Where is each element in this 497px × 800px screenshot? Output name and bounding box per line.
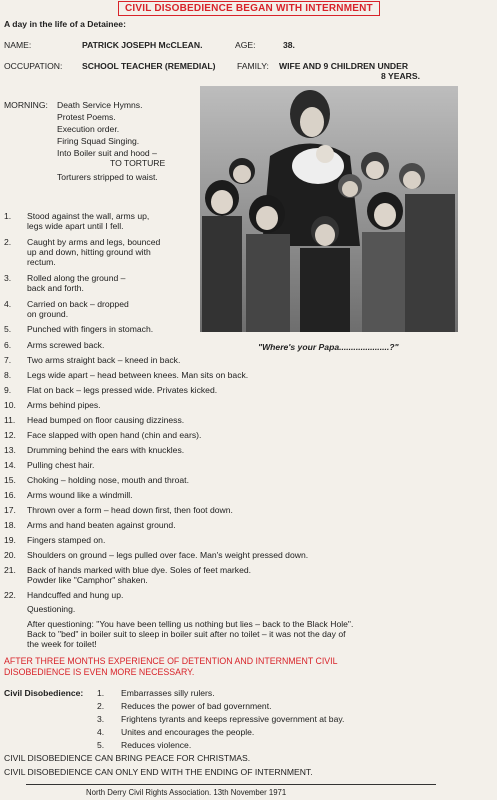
item-number: 7.	[4, 355, 12, 365]
family-label: FAMILY:	[237, 61, 269, 71]
morning-line: Execution order.	[57, 124, 120, 134]
footer-rule	[26, 784, 436, 785]
list-item: up and down, hitting ground with	[27, 247, 151, 257]
item-number: 8.	[4, 370, 12, 380]
list-item: Caught by arms and legs, bounced	[27, 237, 161, 247]
cd-number: 3.	[97, 714, 105, 724]
list-item: Carried on back – dropped	[27, 299, 129, 309]
list-item: Shoulders on ground – legs pulled over face. Man's weight pressed down.	[27, 550, 309, 560]
morning-line: Torturers stripped to waist.	[57, 172, 158, 182]
cd-number: 5.	[97, 740, 105, 750]
closing-line: CIVIL DISOBEDIENCE CAN BRING PEACE FOR CHRISTMAS.	[4, 753, 251, 763]
list-item: Rolled along the ground –	[27, 273, 126, 283]
occupation-label: OCCUPATION:	[4, 61, 63, 71]
age-value: 38.	[283, 40, 295, 50]
photo-caption: "Where's your Papa.....................?"	[258, 342, 399, 352]
header-title: CIVIL DISOBEDIENCE BEGAN WITH INTERNMENT	[118, 1, 380, 16]
list-item: Punched with fingers in stomach.	[27, 324, 154, 334]
item-number: 1.	[4, 211, 12, 221]
family-value-cont: 8 YEARS.	[381, 71, 421, 81]
list-item: Two arms straight back – kneed in back.	[27, 355, 181, 365]
item-number: 13.	[4, 445, 16, 455]
family-photograph-image	[200, 86, 458, 332]
list-item: Choking – holding nose, mouth and throat.	[27, 475, 189, 485]
closing-line: CIVIL DISOBEDIENCE CAN ONLY END WITH THE ENDING OF INTERNMENT.	[4, 767, 313, 777]
questioning-text: Questioning.	[27, 604, 76, 614]
footer-text: North Derry Civil Rights Association. 13th November 1971	[86, 788, 287, 797]
list-item: legs wide apart until I fell.	[27, 221, 124, 231]
morning-line: Protest Poems.	[57, 112, 116, 122]
item-number: 9.	[4, 385, 12, 395]
family-photograph	[200, 86, 458, 332]
red-statement: AFTER THREE MONTHS EXPERIENCE OF DETENTION AND INTERNMENT CIVIL	[4, 656, 338, 666]
cd-number: 1.	[97, 688, 105, 698]
list-item: Handcuffed and hung up.	[27, 590, 124, 600]
morning-line: Death Service Hymns.	[57, 100, 143, 110]
item-number: 18.	[4, 520, 16, 530]
list-item: Pulling chest hair.	[27, 460, 95, 470]
list-item: Legs wide apart – head between knees. Man sits on back.	[27, 370, 249, 380]
civil-disobedience-label: Civil Disobedience:	[4, 688, 84, 698]
list-item: Arms wound like a windmill.	[27, 490, 133, 500]
family-value: WIFE AND 9 CHILDREN UNDER	[279, 61, 409, 71]
list-item: back and forth.	[27, 283, 84, 293]
item-number: 2.	[4, 237, 12, 247]
list-item: Thrown over a form – head down first, then foot down.	[27, 505, 233, 515]
list-item: Head bumped on floor causing dizziness.	[27, 415, 185, 425]
subtitle: A day in the life of a Detainee:	[4, 19, 126, 29]
age-label: AGE:	[235, 40, 256, 50]
list-item: Flat on back – legs pressed wide. Privates kicked.	[27, 385, 218, 395]
item-number: 17.	[4, 505, 16, 515]
morning-line: TO TORTURE	[110, 158, 166, 168]
cd-item: Reduces the power of bad government.	[121, 701, 272, 711]
item-number: 11.	[4, 415, 16, 425]
after-questioning-text: the week for toilet!	[27, 639, 97, 649]
cd-item: Reduces violence.	[121, 740, 192, 750]
cd-item: Unites and encourages the people.	[121, 727, 255, 737]
item-number: 4.	[4, 299, 12, 309]
item-number: 3.	[4, 273, 12, 283]
red-statement-cont: DISOBEDIENCE IS EVEN MORE NECESSARY.	[4, 667, 195, 677]
item-number: 5.	[4, 324, 12, 334]
name-label: NAME:	[4, 40, 32, 50]
item-number: 21.	[4, 565, 16, 575]
list-item: Fingers stamped on.	[27, 535, 106, 545]
after-questioning-text: After questioning: "You have been telling us nothing but lies – back to the Black Hole".	[27, 619, 354, 629]
morning-line: Into Boiler suit and hood –	[57, 148, 157, 158]
list-item: Powder like "Camphor" shaken.	[27, 575, 148, 585]
list-item: Stood against the wall, arms up,	[27, 211, 150, 221]
item-number: 14.	[4, 460, 16, 470]
cd-item: Embarrasses silly rulers.	[121, 688, 215, 698]
list-item: Face slapped with open hand (chin and ears).	[27, 430, 202, 440]
after-questioning-text: Back to "bed" in boiler suit to sleep in boiler suit after no toilet – it was not the day of	[27, 629, 346, 639]
cd-number: 2.	[97, 701, 105, 711]
list-item: Arms screwed back.	[27, 340, 105, 350]
item-number: 10.	[4, 400, 16, 410]
item-number: 6.	[4, 340, 12, 350]
item-number: 16.	[4, 490, 16, 500]
cd-number: 4.	[97, 727, 105, 737]
list-item: Drumming behind the ears with knuckles.	[27, 445, 185, 455]
item-number: 20.	[4, 550, 16, 560]
item-number: 19.	[4, 535, 16, 545]
list-item: rectum.	[27, 257, 56, 267]
name-value: PATRICK JOSEPH McCLEAN.	[82, 40, 203, 50]
morning-line: Firing Squad Singing.	[57, 136, 140, 146]
item-number: 15.	[4, 475, 16, 485]
morning-label: MORNING:	[4, 100, 48, 110]
list-item: Back of hands marked with blue dye. Soles of feet marked.	[27, 565, 252, 575]
item-number: 12.	[4, 430, 16, 440]
item-number: 22.	[4, 590, 16, 600]
list-item: Arms behind pipes.	[27, 400, 101, 410]
list-item: on ground.	[27, 309, 69, 319]
cd-item: Frightens tyrants and keeps repressive government at bay.	[121, 714, 345, 724]
list-item: Arms and hand beaten against ground.	[27, 520, 176, 530]
occupation-value: SCHOOL TEACHER (REMEDIAL)	[82, 61, 216, 71]
